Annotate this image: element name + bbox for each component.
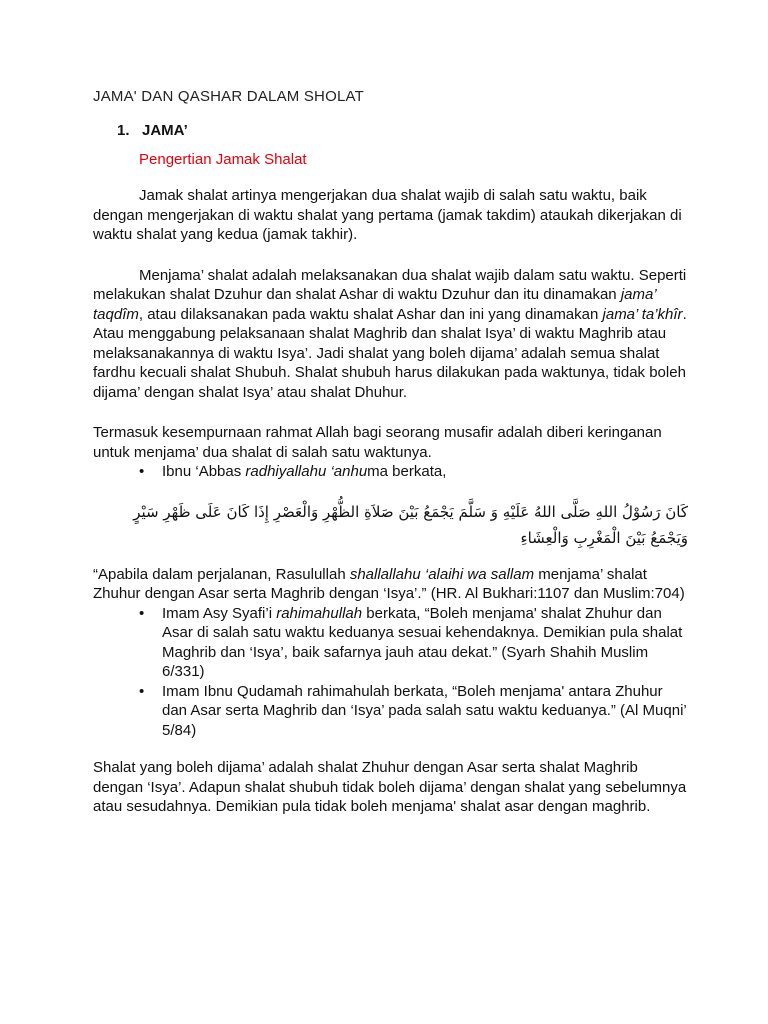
bullet1-text-c: ma berkata, xyxy=(367,463,447,480)
bullet2-text-a: Imam Asy Syafi’i xyxy=(162,604,277,622)
subtitle: Pengertian Jamak Shalat xyxy=(139,151,307,168)
bullet-list-2 xyxy=(93,604,688,741)
list-item xyxy=(139,462,688,482)
paragraph-conclusion: Shalat yang boleh dijama’ adalah shalat Zhuhur dengan Asar serta shalat Maghrib dengan ‘Isya’. Adapun shalat shubuh tidak boleh dijama’ dengan shalat yang sebelumnya atau sesudahnya. Demikian pula tidak boleh menjama' shalat asar dengan maghrib. xyxy=(93,759,687,815)
bullet-icon: • xyxy=(139,604,145,622)
document-title: JAMA' DAN QASHAR DALAM SHOLAT xyxy=(93,88,364,105)
p2-text-a: Menjama’ shalat adalah melaksanakan dua shalat wajib dalam satu waktu. Seperti melakukan shalat Dzuhur dan shalat Ashar di waktu Dzuhur dan itu dinamakan xyxy=(93,266,687,303)
bullet-list-1 xyxy=(93,462,688,482)
p2-term-takhir: jama’ ta’khîr xyxy=(602,305,683,323)
list-item xyxy=(139,604,688,682)
bullet2-text-b: rahimahullah xyxy=(276,604,363,622)
section-heading xyxy=(117,122,688,139)
hadith-translation xyxy=(93,565,688,604)
quote-text-c: menjama’ shalat Zhuhur dengan Asar serta Maghrib dengan ‘Isya’.” (HR. Al Bukhari:1107 dan Muslim:704) xyxy=(93,565,685,602)
bullet1-text-b: radhiyallahu ‘anhu xyxy=(245,463,368,480)
bullet1-text-a: Ibnu ‘Abbas xyxy=(162,463,246,480)
p2-term-taqdim: jama’ taqdîm xyxy=(93,286,656,323)
p2-text-c: , atau dilaksanakan pada waktu shalat Ashar dan ini yang dinamakan xyxy=(138,305,603,323)
p2-text-e: . Atau menggabung pelaksanaan shalat Maghrib dan shalat Isya’ di waktu Maghrib atau melaksanakannya di waktu Isya’. Jadi shalat yang boleh dijama’ adalah semua shalat fardhu kecuali shalat Shubuh. Shalat shubuh harus dilakukan pada waktunya, tidak boleh dijama’ dengan shalat Isya’ atau shalat Dhuhur. xyxy=(93,305,687,401)
paragraph-definition: Jamak shalat artinya mengerjakan dua shalat wajib di salah satu waktu, baik dengan mengerjakan di waktu shalat yang pertama (jamak takdim) ataukah dikerjakan di waktu shalat yang kedua (jamak takhir). xyxy=(93,187,682,243)
bullet-icon: • xyxy=(139,682,145,700)
section-number: 1. xyxy=(117,122,130,139)
paragraph-menjama xyxy=(93,266,688,403)
paragraph-rahmat: Termasuk kesempurnaan rahmat Allah bagi seorang musafir adalah diberi keringanan untuk menjama’ dua shalat di salah satu waktunya. xyxy=(93,424,662,461)
list-item xyxy=(139,682,688,741)
quote-text-b: shallallahu ‘alaihi wa sallam xyxy=(349,565,535,583)
bullet2-text-c: berkata, “Boleh menjama' shalat Zhuhur dan Asar di salah satu waktu keduanya sesuai kehendaknya. Demikian pula shalat Maghrib dan ‘Isya’, baik safarnya jauh atau dekat.” (Syarh Shahih Muslim 6/331) xyxy=(162,604,683,680)
section-title: JAMA’ xyxy=(142,122,188,139)
bullet-icon: • xyxy=(139,463,145,480)
quote-text-a: “Apabila dalam perjalanan, Rasulullah xyxy=(93,565,350,583)
bullet3-text: Imam Ibnu Qudamah rahimahulah berkata, “Boleh menjama' antara Zhuhur dan Asar serta Maghrib dan ‘Isya’ pada salah satu waktu keduanya.” (Al Muqni’ 5/84) xyxy=(162,682,687,739)
arabic-hadith: كَانَ رَسُوْلُ اللهِ صَلَّى اللهُ عَلَيْهِ وَ سَلَّمَ يَجْمَعُ بَيْنَ صَلاَةِ الظُّهْرِ وَالْعَصْرِ إِذَا كَانَ عَلَى ظَهْرِ سَيْرٍ وَيَجْمَعُ بَيْنَ الْمَغْرِبِ وَالْعِشَاءِ xyxy=(133,502,688,547)
